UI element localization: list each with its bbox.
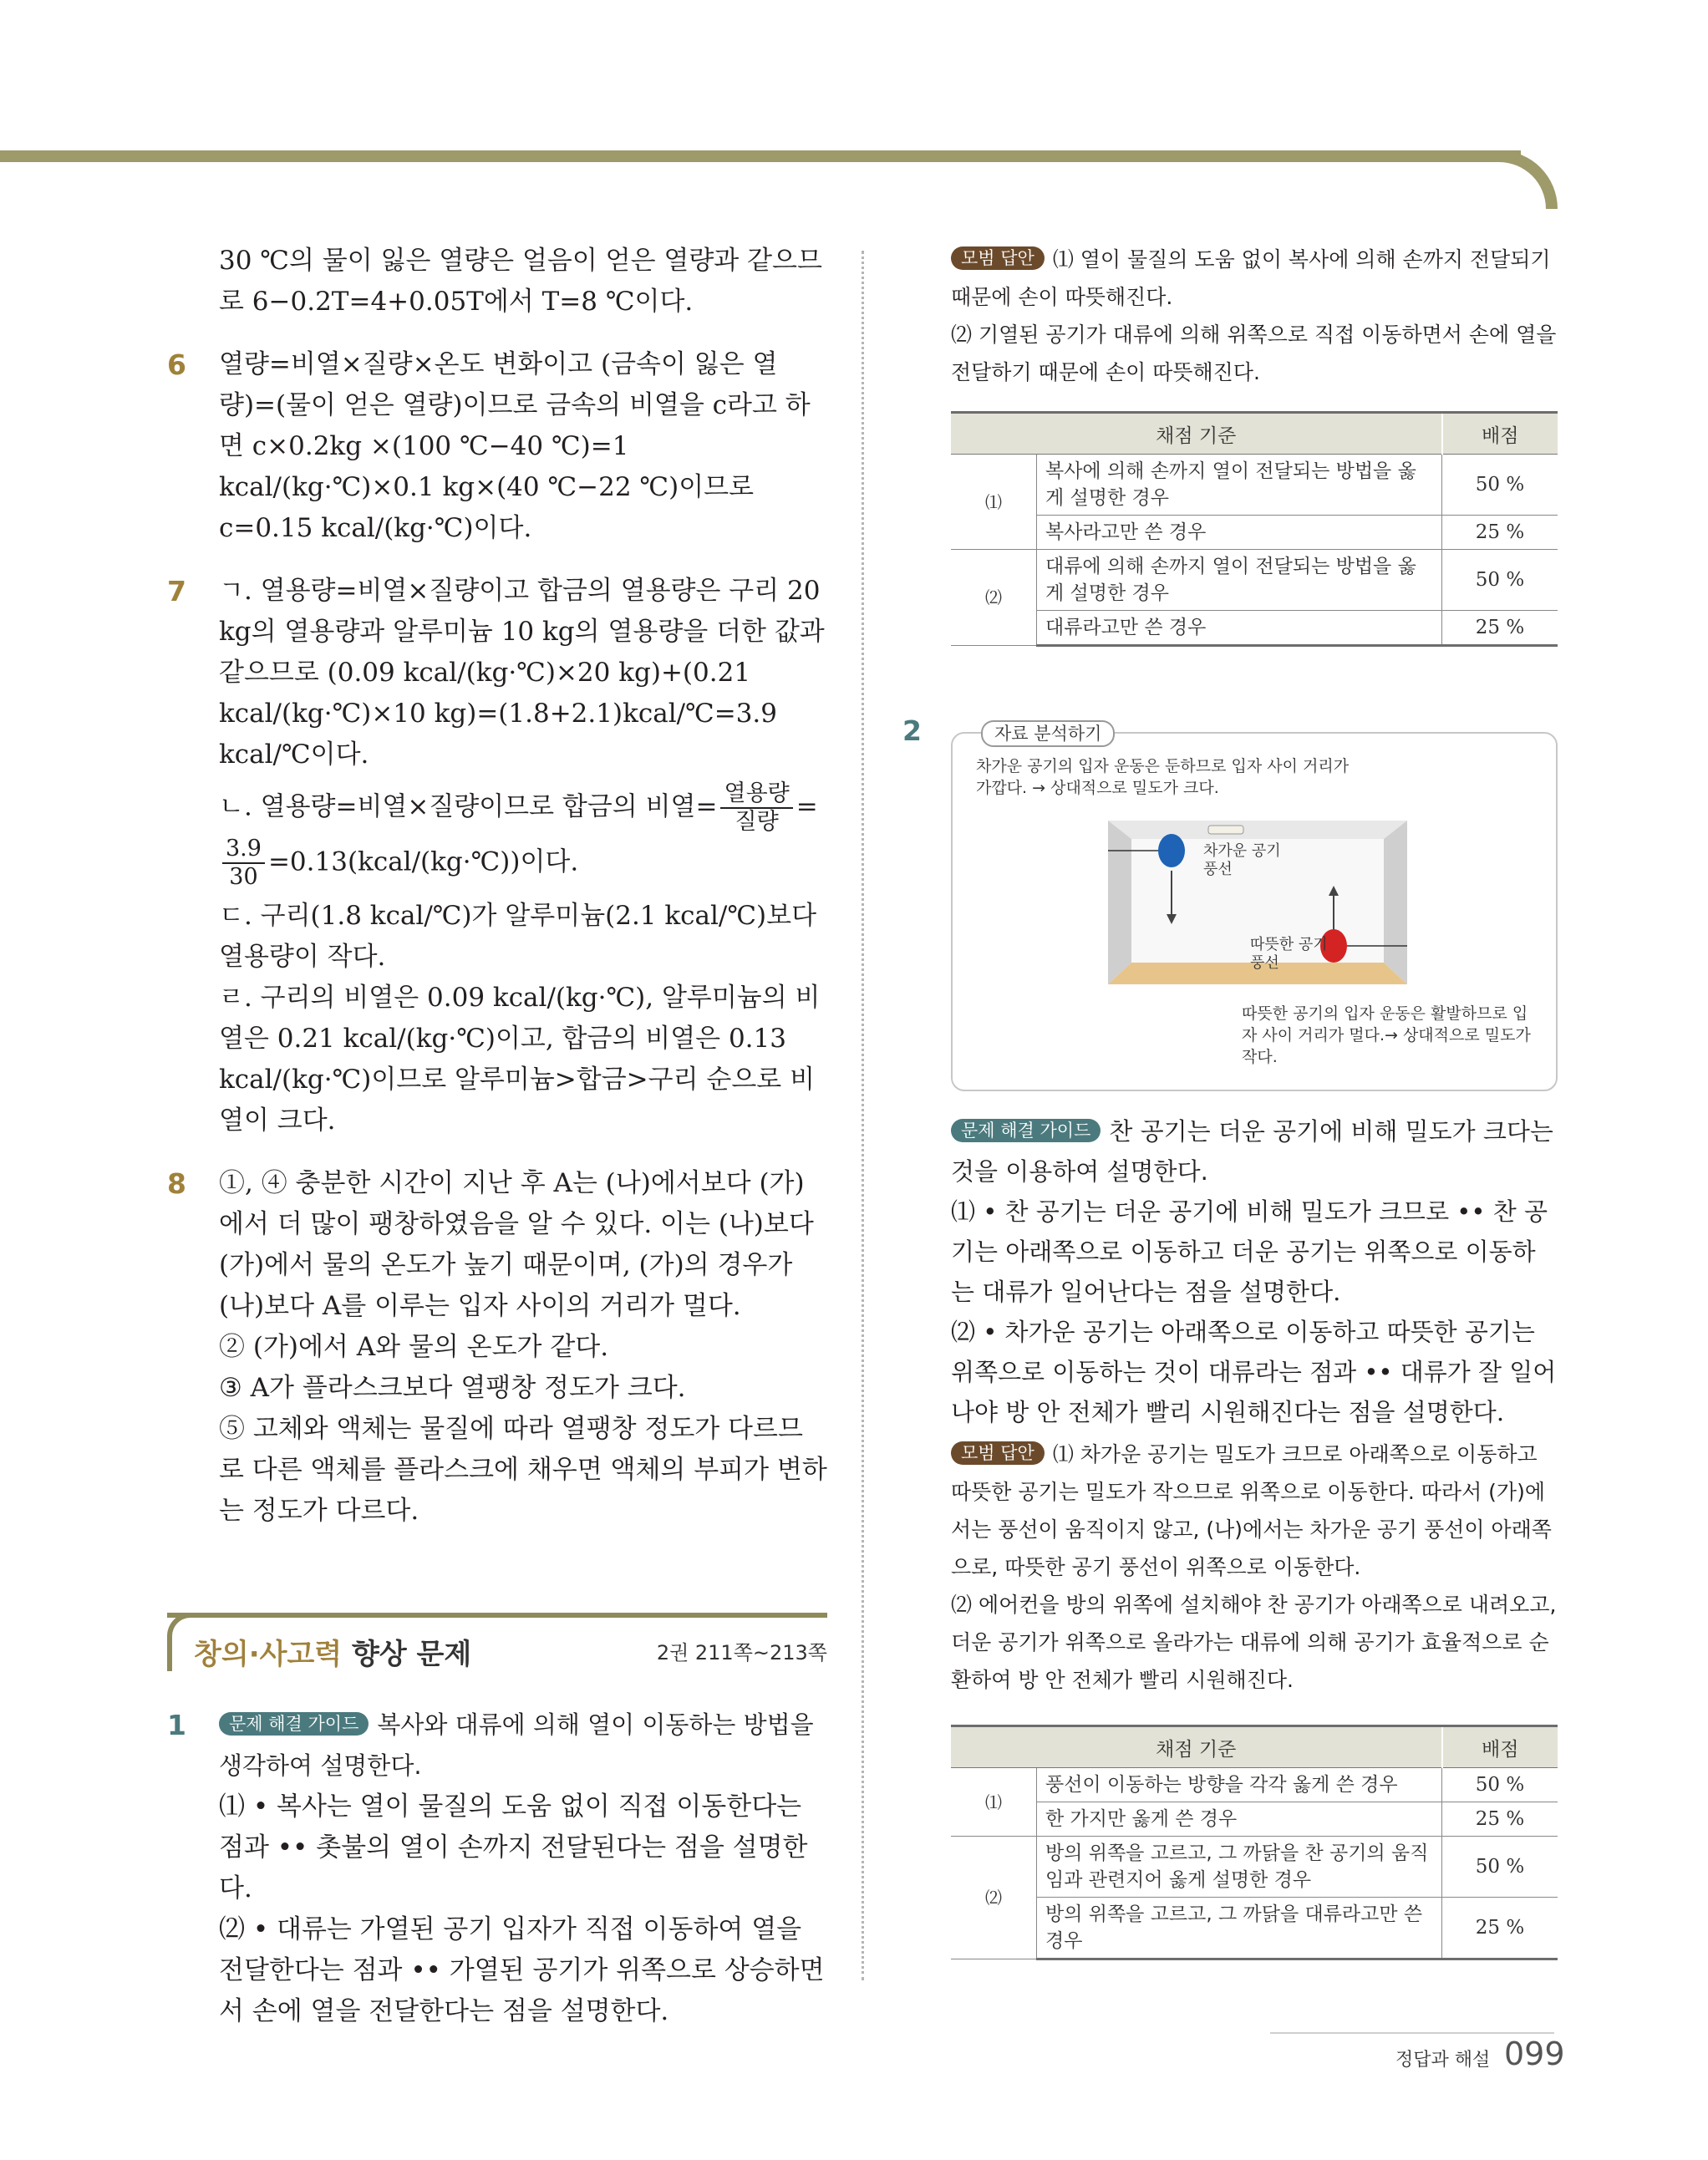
scoring-table-2 xyxy=(951,1725,1558,1960)
answer-number: 6 xyxy=(167,348,186,381)
warm-air-note: 따뜻한 공기의 입자 운동은 활발하므로 입자 사이 거리가 멀다.→ 상대적으로 밀도가 작다. xyxy=(1242,1004,1531,1066)
equals-sign: = xyxy=(796,791,818,822)
guide-intro: 문제 해결 가이드 찬 공기는 더운 공기에 비해 밀도가 크다는 것을 이용하여 설명한다. xyxy=(951,1117,1553,1186)
table-score: 50 % xyxy=(1442,1768,1558,1802)
answer-text: ㄱ. 열용량=비열×질량이고 합금의 열용량은 구리 20 kg의 열용량과 알루미늄 10 kg의 열용량을 더한 값과 같으므로 (0.09 kcal/(kg·℃)×20 kg)+(0.21 kcal/(kg·℃)×10 kg)=(1.8+2.1)kcal/℃=3.9 kcal/℃이다. xyxy=(219,576,825,770)
guide-text: 복사와 대류에 의해 열이 이동하는 방법을 생각하여 설명한다. xyxy=(219,1710,814,1780)
table-row xyxy=(951,611,1558,646)
problem-1-part1: ⑴ • 복사는 열이 물질의 도움 없이 직접 이동한다는 점과 •• 촛불의 열이 손까지 전달된다는 점을 설명한다. xyxy=(219,1792,808,1903)
model-answer-2-2: ⑵ 에어컨을 방의 위쪽에 설치해야 찬 공기가 아래쪽으로 내려오고, 더운 공기가 위쪽으로 올라가는 대류에 의해 공기가 효율적으로 순환하여 방 안 전체가 빨리 시원해진다. xyxy=(951,1593,1557,1692)
cold-balloon-label: 차가운 공기 풍선 xyxy=(1203,842,1281,878)
answer-6 xyxy=(167,344,827,549)
equation-text: =0.13(kcal/(kg·℃))이다. xyxy=(267,846,579,877)
table-row xyxy=(951,1802,1558,1837)
table-row xyxy=(951,550,1558,611)
answer-5-continued xyxy=(167,241,827,323)
footer-label: 정답과 해설 xyxy=(1395,2050,1491,2071)
warm-balloon-label: 따뜻한 공기 풍선 xyxy=(1250,936,1328,972)
fraction-numerator: 3.9 xyxy=(222,836,265,864)
right-column-top xyxy=(951,241,1558,391)
fraction-numerator: 열용량 xyxy=(720,780,792,809)
model-answer-2-1: 모범 답안 ⑴ 차가운 공기는 밀도가 크므로 아래쪽으로 이동하고 따뜻한 공기는 밀도가 작으므로 위쪽으로 이동한다. 따라서 (가)에서는 풍선이 움직이지 않고, (나)에서는 차가운 공기 풍선이 아래쪽으로, 따뜻한 공기 풍선이 위쪽으로 이동한다. xyxy=(951,1442,1552,1579)
model-answer-badge: 모범 답안 xyxy=(951,246,1045,270)
column-divider xyxy=(862,251,864,1980)
answer-number: 7 xyxy=(167,575,186,607)
table-score: 25 % xyxy=(1442,1898,1558,1959)
analysis-figure xyxy=(951,724,1558,1091)
table-part: ⑵ xyxy=(951,1837,1037,1959)
section-page-range: 2권 211쪽~213쪽 xyxy=(656,1641,827,1664)
fraction-denominator: 30 xyxy=(229,864,258,890)
model-answer-1: 모범 답안 ⑴ 열이 물질의 도움 없이 복사에 의해 손까지 전달되기 때문에 손이 따뜻해진다. xyxy=(951,247,1551,309)
problem-number: 2 xyxy=(902,714,922,747)
table-score: 25 % xyxy=(1442,1802,1558,1837)
table-score: 25 % xyxy=(1442,516,1558,550)
table-row xyxy=(951,516,1558,550)
answer-text: ② (가)에서 A와 물의 온도가 같다. xyxy=(219,1332,609,1362)
table-part: ⑴ xyxy=(951,1768,1037,1837)
answer-text: ①, ④ 충분한 시간이 지난 후 A는 (나)에서보다 (가)에서 더 많이 팽창하였음을 알 수 있다. 이는 (나)보다 (가)에서 물의 온도가 높기 때문이며, (가)의 경우가 (나)보다 A를 이루는 입자 사이의 거리가 멀다. xyxy=(219,1168,814,1321)
answer-number: 8 xyxy=(167,1167,186,1200)
section-title: 창의·사고력 향상 문제 xyxy=(194,1638,472,1671)
room-ceiling xyxy=(1108,821,1407,839)
table-row xyxy=(951,1837,1558,1898)
room-left-wall xyxy=(1108,821,1131,984)
answer-7 xyxy=(167,571,827,1141)
table-criteria: 방의 위쪽을 고르고, 그 까닭을 대류라고만 쓴 경우 xyxy=(1037,1898,1442,1959)
answer-text: ③ A가 플라스크보다 열팽창 정도가 크다. xyxy=(219,1373,686,1403)
answer-8 xyxy=(167,1163,827,1532)
table-row xyxy=(951,455,1558,516)
problem-number: 1 xyxy=(167,1709,186,1741)
table-part: ⑵ xyxy=(951,550,1037,646)
table-row xyxy=(951,1898,1558,1959)
figure-label: 자료 분석하기 xyxy=(981,720,1115,747)
fraction-denominator: 질량 xyxy=(735,809,779,835)
table-score: 50 % xyxy=(1442,455,1558,516)
problem-1 xyxy=(167,1705,827,2054)
table-criteria: 대류에 의해 손까지 열이 전달되는 방법을 옳게 설명한 경우 xyxy=(1037,550,1442,611)
answer-text: 30 ℃의 물이 잃은 열량은 얼음이 얻은 열량과 같으므로 6−0.2T=4+0.05T에서 T=8 ℃이다. xyxy=(219,246,822,317)
equation-text: ㄴ. 열용량=비열×질량이므로 합금의 비열= xyxy=(219,791,718,822)
table-part: ⑴ xyxy=(951,455,1037,550)
right-column-guide xyxy=(951,1111,1558,1699)
section-header xyxy=(167,1613,827,1673)
table-header-criteria: 채점 기준 xyxy=(951,413,1442,455)
answer-7-c: ㄷ. 구리(1.8 kcal/℃)가 알루미늄(2.1 kcal/℃)보다 열용량이 작다. xyxy=(219,901,817,972)
table-row xyxy=(951,1768,1558,1802)
table-score: 25 % xyxy=(1442,611,1558,646)
cold-balloon-icon xyxy=(1158,834,1185,867)
footer-rule xyxy=(1270,2032,1554,2034)
table-header-score: 배점 xyxy=(1442,413,1558,455)
table-criteria: 방의 위쪽을 고르고, 그 까닭을 찬 공기의 움직임과 관련지어 옳게 설명한 경우 xyxy=(1037,1837,1442,1898)
table-criteria: 풍선이 이동하는 방향을 각각 옳게 쓴 경우 xyxy=(1037,1768,1442,1802)
air-conditioner-icon xyxy=(1208,826,1243,834)
model-answer-badge: 모범 답안 xyxy=(951,1441,1045,1465)
table-score: 50 % xyxy=(1442,550,1558,611)
top-decor-curve xyxy=(1454,150,1558,209)
problem-1-part2: ⑵ • 대류는 가열된 공기 입자가 직접 이동하여 열을 전달한다는 점과 •• 가열된 공기가 위쪽으로 상승하면서 손에 열을 전달한다는 점을 설명한다. xyxy=(219,1914,825,2026)
fraction-heat-capacity-mass xyxy=(720,780,792,836)
guide-part2: ⑵ • 차가운 공기는 아래쪽으로 이동하고 따뜻한 공기는 위쪽으로 이동하는 것이 대류라는 점과 •• 대류가 잘 일어나야 방 안 전체가 빨리 시원해진다는 점을 설명한다. xyxy=(951,1318,1557,1426)
guide-badge: 문제 해결 가이드 xyxy=(219,1712,369,1736)
answer-text: 열량=비열×질량×온도 변화이고 (금속이 잃은 열량)=(물이 얻은 열량)이므로 금속의 비열을 c라고 하면 c×0.2kg ×(100 ℃−40 ℃)=1 kcal/(kg·℃)×0.1 kg×(40 ℃−22 ℃)이므로 c=0.15 kcal/(kg·℃)이다. xyxy=(219,349,811,543)
room-right-wall xyxy=(1384,821,1407,984)
section-corner xyxy=(167,1613,191,1671)
problem-1-intro xyxy=(219,1705,827,1786)
table-criteria: 한 가지만 옳게 쓴 경우 xyxy=(1037,1802,1442,1837)
answer-7-b xyxy=(219,780,827,891)
table-criteria: 복사에 의해 손까지 열이 전달되는 방법을 옳게 설명한 경우 xyxy=(1037,455,1442,516)
model-answer-2: ⑵ 기열된 공기가 대류에 의해 위쪽으로 직접 이동하면서 손에 열을 전달하기 때문에 손이 따뜻해진다. xyxy=(951,323,1557,384)
top-decor-bar xyxy=(0,150,1521,162)
section-rule xyxy=(167,1613,827,1618)
table-criteria: 대류라고만 쓴 경우 xyxy=(1037,611,1442,646)
table-score: 50 % xyxy=(1442,1837,1558,1898)
scoring-table-1 xyxy=(951,411,1558,647)
guide-part1: ⑴ • 찬 공기는 더운 공기에 비해 밀도가 크므로 •• 찬 공기는 아래쪽으로 이동하고 더운 공기는 위쪽으로 이동하는 대류가 일어난다는 점을 설명한다. xyxy=(951,1197,1548,1306)
answer-7-d: ㄹ. 구리의 비열은 0.09 kcal/(kg·℃), 알루미늄의 비열은 0.21 kcal/(kg·℃)이고, 합금의 비열은 0.13 kcal/(kg·℃)이므로 알루미늄>합금>구리 순으로 비열이 크다. xyxy=(219,983,821,1136)
cold-air-note: 차가운 공기의 입자 운동은 둔하므로 입자 사이 거리가 가깝다. → 상대적으로 밀도가 크다. xyxy=(976,757,1350,797)
fraction-values xyxy=(222,836,265,891)
left-column xyxy=(167,241,827,1553)
problem-1-body xyxy=(167,1705,827,2032)
table-header-score: 배점 xyxy=(1442,1726,1558,1768)
answer-text: ⑤ 고체와 액체는 물질에 따라 열팽창 정도가 다르므로 다른 액체를 플라스크에 채우면 액체의 부피가 변하는 정도가 다르다. xyxy=(219,1414,827,1526)
table-header-criteria: 채점 기준 xyxy=(951,1726,1442,1768)
guide-badge: 문제 해결 가이드 xyxy=(951,1119,1101,1142)
table-criteria: 복사라고만 쓴 경우 xyxy=(1037,516,1442,550)
page-number: 099 xyxy=(1504,2035,1565,2072)
